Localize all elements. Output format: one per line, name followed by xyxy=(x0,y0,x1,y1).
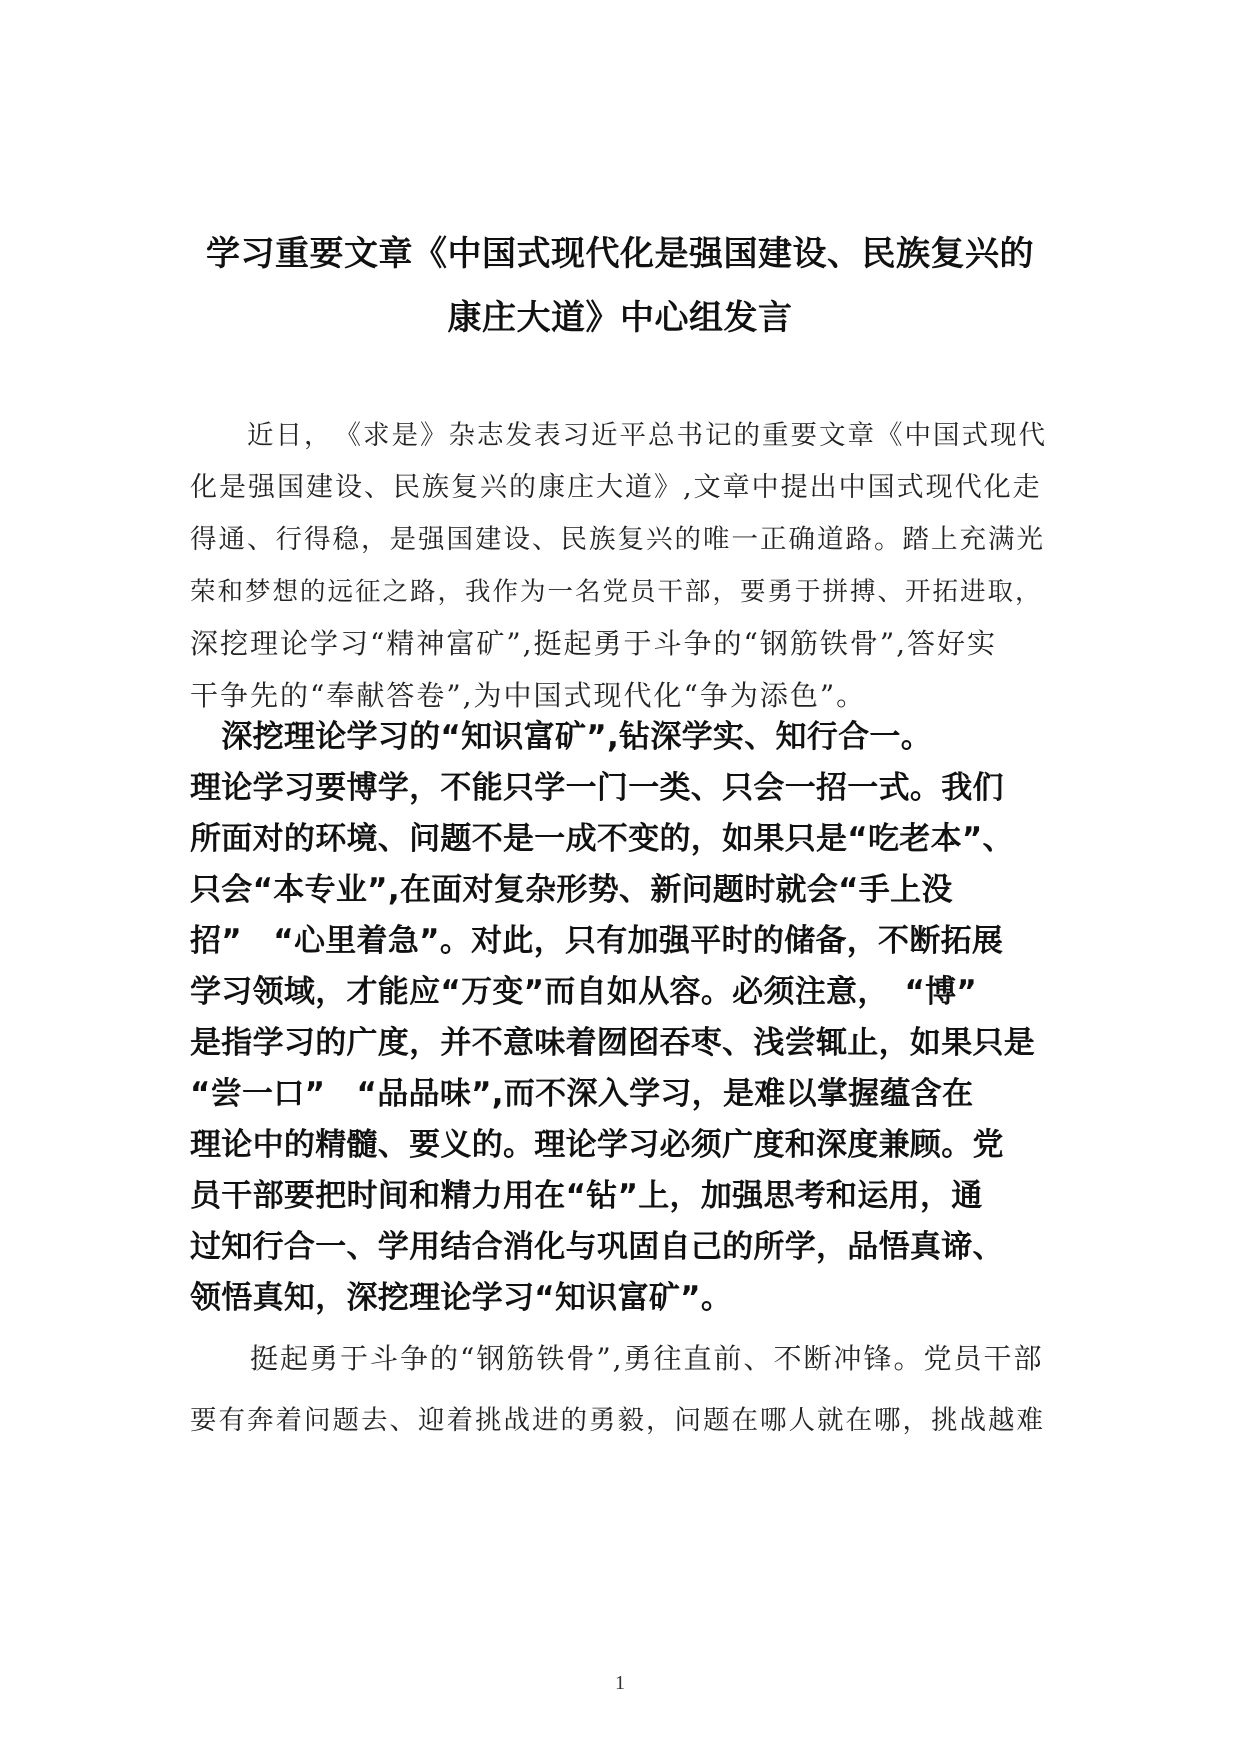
text-line: 是指学习的广度，并不意味着囫囵吞枣、浅尝辄止，如果只是 xyxy=(190,1025,1036,1061)
text-line: 深挖理论学习“精神富矿”,挺起勇于斗争的“钢筋铁骨”,答好实 xyxy=(190,627,998,660)
text-line: 只会“本专业”,在面对复杂形势、新问题时就会“手上没 xyxy=(190,872,953,908)
text-line: 所面对的环境、问题不是一成不变的，如果只是“吃老本”、 xyxy=(190,821,1014,857)
bold-section-paragraph xyxy=(190,712,1050,1324)
text-line: 员干部要把时间和精力用在“钻”上，加强思考和运用，通 xyxy=(190,1178,983,1214)
text-line: 领悟真知，深挖理论学习“知识富矿”。 xyxy=(190,1280,733,1316)
text-line: 学习领域，才能应“万变”而自如从容。必须注意， “博” xyxy=(190,974,978,1010)
document-title xyxy=(190,222,1050,350)
text-line: 得通、行得稳，是强国建设、民族复兴的唯一正确道路。踏上充满光 xyxy=(190,524,1045,555)
text-line: 化是强国建设、民族复兴的康庄大道》,文章中提出中国式现代化走 xyxy=(190,472,1042,503)
text-line: 干争先的“奉献答卷”,为中国式现代化“争为添色”。 xyxy=(190,679,867,712)
text-line: 理论学习要博学，不能只学一门一类、只会一招一式。我们 xyxy=(190,770,1004,806)
text-line: 深挖理论学习的“知识富矿”,钻深学实、知行合一。 xyxy=(190,719,933,755)
text-line: 挺起勇于斗争的“钢筋铁骨”,勇往直前、不断冲锋。党员干部 xyxy=(190,1342,1044,1375)
text-line: 近日， 《求是》杂志发表习近平总书记的重要文章《中国式现代 xyxy=(190,420,1047,451)
text-line: 招” “心里着急”。对此，只有加强平时的储备，不断拓展 xyxy=(190,923,1004,959)
text-line: 过知行合一、学用结合消化与巩固自己的所学，品悟真谛、 xyxy=(190,1229,1004,1265)
text-line: 荣和梦想的远征之路，我作为一名党员干部，要勇于拼搏、开拓进取， xyxy=(190,577,1043,607)
text-line: “尝一口” “品品味”,而不深入学习，是难以掌握蕴含在 xyxy=(190,1076,974,1112)
page-number: 1 xyxy=(615,1672,625,1694)
text-line: 要有奔着问题去、迎着挑战进的勇毅，问题在哪人就在哪，挑战越难 xyxy=(190,1405,1045,1436)
title-line: 康庄大道》中心组发言 xyxy=(447,298,793,338)
body-paragraph xyxy=(190,1328,1050,1452)
intro-paragraph xyxy=(190,410,1050,722)
text-line: 理论中的精髓、要义的。理论学习必须广度和深度兼顾。党 xyxy=(190,1127,1004,1163)
title-line: 学习重要文章《中国式现代化是强国建设、民族复兴的 xyxy=(206,234,1034,274)
